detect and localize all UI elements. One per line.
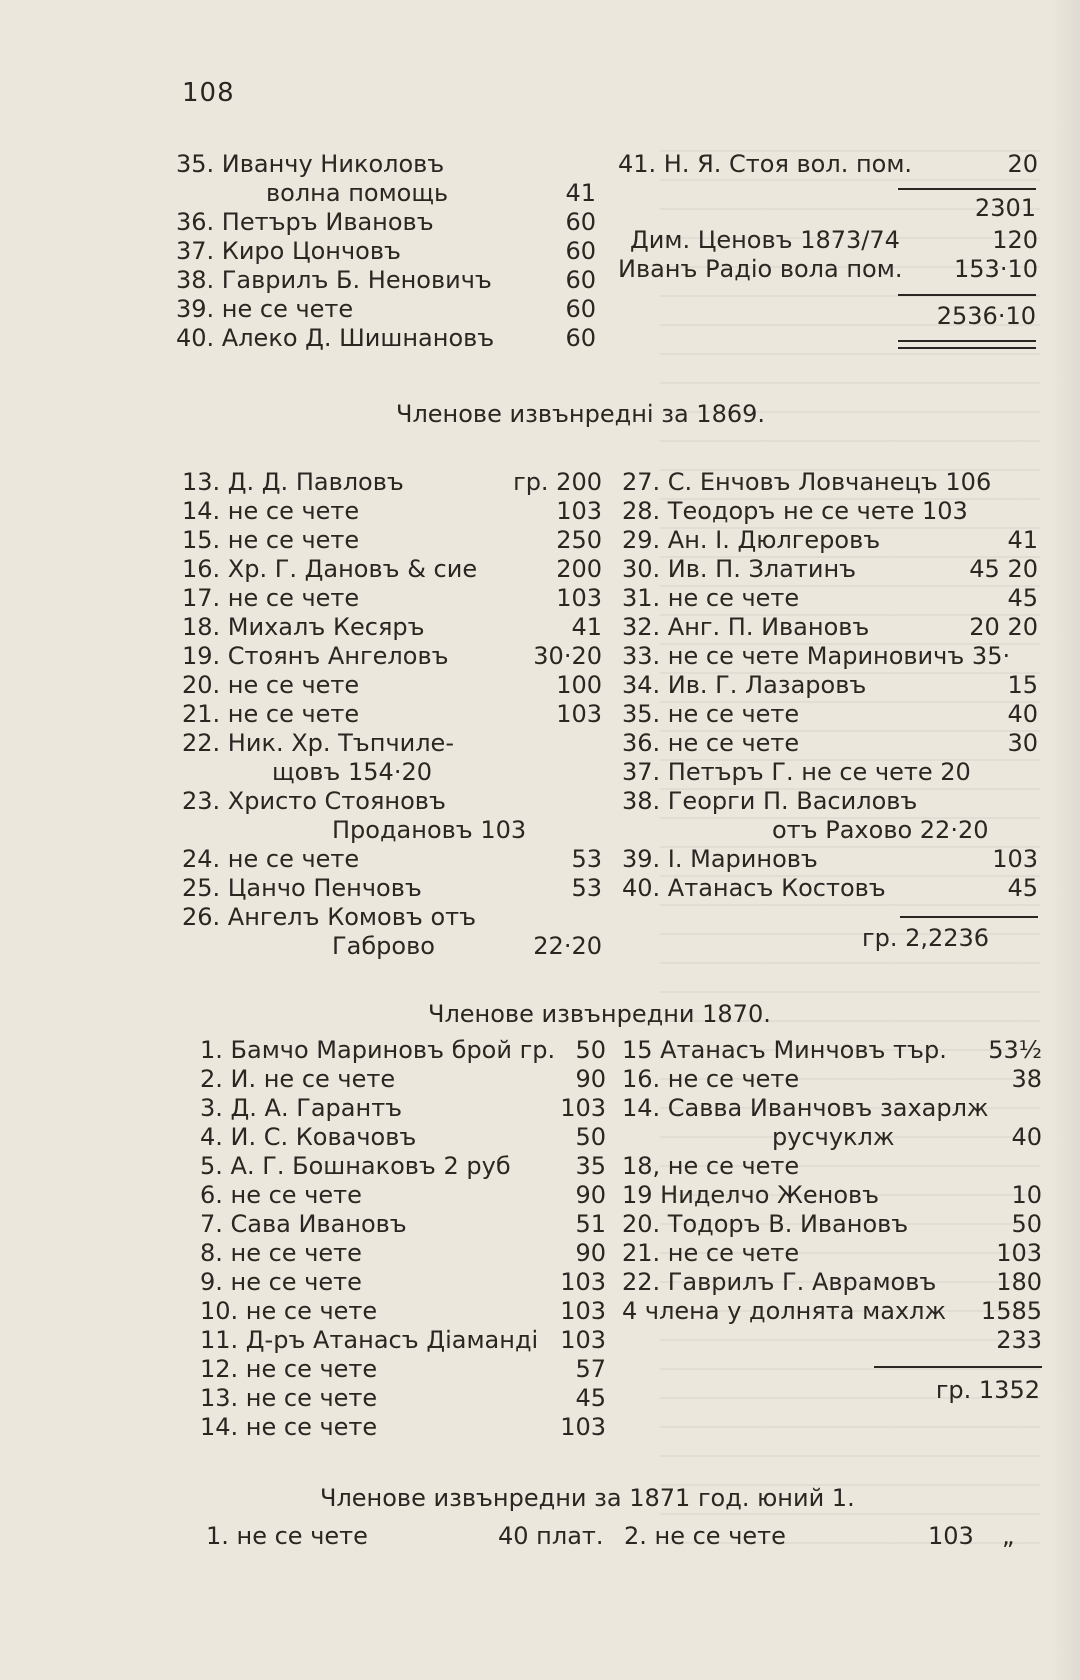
list-item (200, 1384, 606, 1413)
list-item (622, 584, 1038, 613)
entry-amount: 10 (1011, 1181, 1042, 1209)
entry-amount: 22·20 (533, 932, 602, 960)
double-rule-bottom (898, 347, 1036, 349)
list-item (200, 1210, 606, 1239)
entry-label: 26. Ангелъ Комовъ отъ (182, 903, 477, 931)
entry-amount: 53 (571, 845, 602, 873)
entry-label: 8. не се чете (200, 1239, 362, 1267)
entry-amount: 40 плат. (498, 1522, 604, 1550)
entry-amount: 250 (556, 526, 602, 554)
entry-label: 4 члена у долнята махлж (622, 1297, 947, 1325)
entry-label: 24. не се чете (182, 845, 360, 873)
entry-label: Продановъ 103 (332, 816, 527, 844)
list-item (622, 1268, 1042, 1297)
section1-left-column (176, 150, 596, 353)
entry-label: 2. не се чете (624, 1522, 786, 1550)
entry-label: 18, не се чете (622, 1152, 800, 1180)
entry-label: 6. не се чете (200, 1181, 362, 1209)
entry-label: 32. Анг. П. Ивановъ (622, 613, 870, 641)
entry-label: 27. С. Енчовъ Ловчанецъ 106 (622, 468, 992, 496)
entry-label: 36. Петъръ Ивановъ (176, 208, 434, 236)
page-number: 108 (182, 78, 235, 108)
entry-label: 9. не се чете (200, 1268, 362, 1296)
entry-label: 29. Ан. І. Дюлгеровъ (622, 526, 881, 554)
entry-amount: 103 (928, 1522, 974, 1550)
entry-amount: 45 (1007, 874, 1038, 902)
entry-label: 39. І. Мариновъ (622, 845, 818, 873)
entry-label: 17. не се чете (182, 584, 360, 612)
entry-amount: 60 (565, 324, 596, 352)
list-item (622, 642, 1038, 671)
list-item (200, 1268, 606, 1297)
entry-label: 21. не се чете (182, 700, 360, 728)
section3-total: гр. 1352 (935, 1376, 1040, 1404)
list-item (182, 526, 602, 555)
list-item (622, 497, 1038, 526)
entry-label: 35. не се чете (622, 700, 800, 728)
entry-amount: 50 (1011, 1210, 1042, 1238)
entry-label: 10. не се чете (200, 1297, 378, 1325)
list-item (200, 1326, 606, 1355)
list-item (622, 700, 1038, 729)
list-item (200, 1297, 606, 1326)
entry-label: 19 Ниделчо Женовъ (622, 1181, 880, 1209)
entry-amount: 103 (556, 584, 602, 612)
entry-label: 30. Ив. П. Златинъ (622, 555, 857, 583)
section2-heading: Членове извънредні за 1869. (396, 400, 766, 428)
list-item (176, 324, 596, 353)
section3-total-rule (874, 1366, 1042, 1368)
entry-amount: 30 (1007, 729, 1038, 757)
entry-label: 15. не се чете (182, 526, 360, 554)
entry-amount: 103 (556, 700, 602, 728)
entry-label: 38. Георги П. Василовъ (622, 787, 918, 815)
list-item (200, 1094, 606, 1123)
list-item (622, 1123, 1042, 1152)
list-item (622, 758, 1038, 787)
entry-amount: 103 (560, 1413, 606, 1441)
list-item (622, 1239, 1042, 1268)
list-item (622, 671, 1038, 700)
list-item (182, 700, 602, 729)
trailing-mark: „ (1002, 1522, 1015, 1550)
entry-amount: 103 (556, 497, 602, 525)
entry-label: 11. Д-ръ Атанасъ Діаманді (200, 1326, 539, 1354)
entry-amount: 35 (575, 1152, 606, 1180)
list-item (622, 816, 1038, 845)
list-item (200, 1152, 606, 1181)
entry-label: 37. Киро Цончовъ (176, 237, 401, 265)
list-item (622, 729, 1038, 758)
entry-amount: 60 (565, 208, 596, 236)
entry-label: Габрово (332, 932, 435, 960)
entry-label: 14. не се чете (200, 1413, 378, 1441)
list-item (622, 1210, 1042, 1239)
list-item (622, 1036, 1042, 1065)
list-item (176, 266, 596, 295)
list-item (622, 1065, 1042, 1094)
list-item (622, 845, 1038, 874)
section3-heading: Членове извънредни 1870. (428, 1000, 771, 1028)
page-edge-shadow (1050, 0, 1080, 1680)
list-item (618, 226, 1038, 255)
entry-amount: 45 20 (969, 555, 1038, 583)
list-item (182, 584, 602, 613)
entry-amount: 103 (560, 1326, 606, 1354)
entry-amount: 103 (992, 845, 1038, 873)
list-item (622, 613, 1038, 642)
entry-label: русчуклж (772, 1123, 895, 1151)
entry-amount: 51 (575, 1210, 606, 1238)
entry-amount: 60 (565, 237, 596, 265)
entry-amount: 100 (556, 671, 602, 699)
list-item (200, 1413, 606, 1442)
list-item (200, 1123, 606, 1152)
entry-amount: 30·20 (533, 642, 602, 670)
entry-label: Иванъ Радіо вола пом. (618, 255, 903, 283)
list-item (176, 237, 596, 266)
entry-label: 15 Атанасъ Минчовъ тър. (622, 1036, 947, 1064)
subtotal-rule (898, 188, 1036, 190)
entry-label: 16. не се чете (622, 1065, 800, 1093)
entry-label: 3. Д. А. Гарантъ (200, 1094, 403, 1122)
entry-label: 41. Н. Я. Стоя вол. пом. (618, 150, 913, 178)
section2-right-column (622, 468, 1038, 903)
list-item (176, 179, 596, 208)
entry-amount: 120 (992, 226, 1038, 254)
list-item (618, 255, 1038, 284)
entry-amount: 53½ (988, 1036, 1042, 1064)
list-item (200, 1181, 606, 1210)
entry-amount: 90 (575, 1065, 606, 1093)
entry-amount: 60 (565, 266, 596, 294)
entry-amount: 153·10 (954, 255, 1038, 283)
entry-label: 7. Сава Ивановъ (200, 1210, 407, 1238)
list-item (182, 874, 602, 903)
list-item (182, 497, 602, 526)
entry-label: 22. Ник. Хр. Тъпчиле- (182, 729, 454, 757)
entry-amount: 41 (571, 613, 602, 641)
list-item (182, 787, 602, 816)
list-item (618, 150, 1038, 179)
list-item (206, 1522, 1018, 1551)
entry-label: 33. не се чете Мариновичъ 35· (622, 642, 1011, 670)
entry-label: 20. Тодоръ В. Ивановъ (622, 1210, 909, 1238)
entry-label: 34. Ив. Г. Лазаровъ (622, 671, 867, 699)
list-item (182, 903, 602, 932)
entry-amount: 103 (560, 1297, 606, 1325)
entry-label: 12. не се чете (200, 1355, 378, 1383)
entry-label: Дим. Ценовъ 1873/74 (630, 226, 900, 254)
list-item (200, 1036, 606, 1065)
list-item (622, 1297, 1042, 1326)
entry-label: 4. И. С. Ковачовъ (200, 1123, 417, 1151)
total-amount: 2536·10 (936, 302, 1036, 330)
entry-label: 25. Цанчо Пенчовъ (182, 874, 422, 902)
entry-label: 40. Атанасъ Костовъ (622, 874, 886, 902)
section4-row (206, 1522, 1018, 1551)
entry-amount: 57 (575, 1355, 606, 1383)
entry-amount: 103 (996, 1239, 1042, 1267)
list-item (182, 932, 602, 961)
list-item (176, 295, 596, 324)
list-item (182, 845, 602, 874)
total-rule (898, 294, 1036, 296)
entry-amount: 53 (571, 874, 602, 902)
list-item (622, 1181, 1042, 1210)
section3-left-column (200, 1036, 606, 1442)
section1-right-column (618, 150, 1038, 179)
entry-label: 31. не се чете (622, 584, 800, 612)
list-item (200, 1355, 606, 1384)
entry-amount: 45 (575, 1384, 606, 1412)
entry-amount: 40 (1011, 1123, 1042, 1151)
entry-amount: 15 (1007, 671, 1038, 699)
entry-amount: 1585 (980, 1297, 1042, 1325)
entry-amount: 50 (575, 1036, 606, 1064)
list-item (622, 874, 1038, 903)
entry-amount: 233 (996, 1326, 1042, 1354)
entry-amount: 180 (996, 1268, 1042, 1296)
entry-label: 1. Бамчо Мариновъ брой гр. (200, 1036, 556, 1064)
entry-label: 19. Стоянъ Ангеловъ (182, 642, 449, 670)
entry-label: 36. не се чете (622, 729, 800, 757)
entry-amount: 20 20 (969, 613, 1038, 641)
entry-label: щовъ 154·20 (272, 758, 432, 786)
list-item (622, 526, 1038, 555)
entry-label: волна помощь (266, 179, 449, 207)
entry-amount: 60 (565, 295, 596, 323)
entry-amount: 41 (565, 179, 596, 207)
list-item (182, 468, 602, 497)
entry-amount: 90 (575, 1239, 606, 1267)
entry-label: 38. Гаврилъ Б. Неновичъ (176, 266, 492, 294)
entry-label: 37. Петъръ Г. не се чете 20 (622, 758, 971, 786)
list-item (182, 642, 602, 671)
entry-label: 40. Алеко Д. Шишнановъ (176, 324, 495, 352)
entry-label: отъ Рахово 22·20 (772, 816, 989, 844)
list-item (182, 729, 602, 758)
section2-total: гр. 2,2236 (862, 924, 990, 952)
list-item (182, 613, 602, 642)
list-item (176, 150, 596, 179)
list-item (182, 758, 602, 787)
list-item (176, 208, 596, 237)
entry-label: 23. Христо Стояновъ (182, 787, 446, 815)
entry-label: 13. не се чете (200, 1384, 378, 1412)
entry-label: 20. не се чете (182, 671, 360, 699)
entry-amount: 200 (556, 555, 602, 583)
entry-label: 39. не се чете (176, 295, 354, 323)
entry-label: 22. Гаврилъ Г. Аврамовъ (622, 1268, 937, 1296)
double-rule-top (898, 340, 1036, 342)
entry-label: 21. не се чете (622, 1239, 800, 1267)
entry-amount: 38 (1011, 1065, 1042, 1093)
entry-amount: 103 (560, 1094, 606, 1122)
list-item (622, 1326, 1042, 1355)
entry-amount: 50 (575, 1123, 606, 1151)
section2-total-rule (900, 916, 1038, 918)
list-item (182, 816, 602, 845)
entry-label: 5. А. Г. Бошнаковъ 2 руб (200, 1152, 511, 1180)
entry-label: 16. Хр. Г. Дановъ & сие (182, 555, 478, 583)
list-item (622, 787, 1038, 816)
list-item (200, 1065, 606, 1094)
entry-label: 35. Иванчу Николовъ (176, 150, 445, 178)
entry-label: 2. И. не се чете (200, 1065, 396, 1093)
section4-heading: Членове извънредни за 1871 год. юний 1. (320, 1484, 855, 1512)
list-item (622, 468, 1038, 497)
entry-label: 28. Теодоръ не се чете 103 (622, 497, 968, 525)
list-item (622, 1152, 1042, 1181)
entry-amount: 103 (560, 1268, 606, 1296)
entry-amount: 40 (1007, 700, 1038, 728)
entry-amount: гр. 200 (513, 468, 602, 496)
entry-label: 1. не се чете (206, 1522, 368, 1550)
list-item (182, 555, 602, 584)
entry-amount: 41 (1007, 526, 1038, 554)
section2-left-column (182, 468, 602, 961)
entry-label: 14. не се чете (182, 497, 360, 525)
list-item (622, 555, 1038, 584)
list-item (182, 671, 602, 700)
entry-label: 14. Савва Иванчовъ захарлж (622, 1094, 989, 1122)
entry-label: 18. Михалъ Кесяръ (182, 613, 425, 641)
subtotal-amount: 2301 (974, 194, 1036, 222)
section1-right-extra (618, 226, 1038, 284)
entry-amount: 45 (1007, 584, 1038, 612)
section3-right-column (622, 1036, 1042, 1355)
entry-label: 13. Д. Д. Павловъ (182, 468, 404, 496)
entry-amount: 90 (575, 1181, 606, 1209)
list-item (622, 1094, 1042, 1123)
list-item (200, 1239, 606, 1268)
entry-amount: 20 (1007, 150, 1038, 178)
